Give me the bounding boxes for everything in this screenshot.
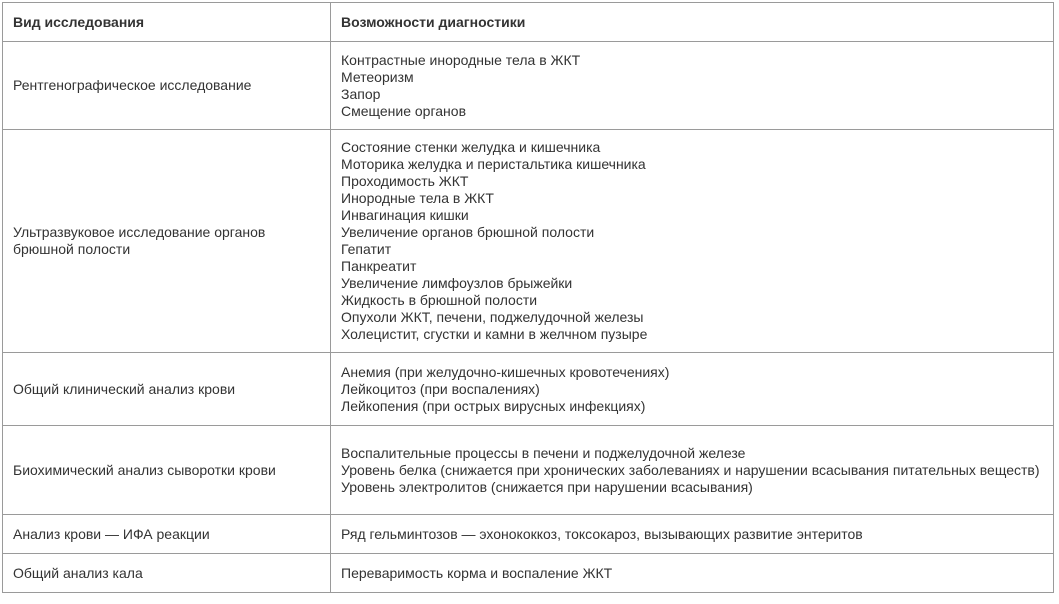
method-cell: Анализ крови — ИФА реакции (3, 515, 331, 554)
finding-line: Увеличение лимфоузлов брыжейки (341, 275, 573, 291)
finding-line: Гепатит (341, 241, 392, 257)
finding-line: Лейкопения (при острых вирусных инфекциях) (341, 397, 646, 414)
finding-line: Метеоризм (341, 68, 414, 85)
table-row (3, 130, 1054, 353)
finding-line: Проходимость ЖКТ (341, 173, 469, 189)
finding-line: Инородные тела в ЖКТ (341, 190, 494, 206)
finding-line: Анемия (при желудочно-кишечных кровотечениях) (341, 363, 670, 380)
method-cell: Биохимический анализ сыворотки крови (3, 426, 331, 515)
table-row (3, 554, 1054, 593)
finding-line: Жидкость в брюшной полости (341, 292, 538, 308)
findings-cell (331, 130, 1054, 353)
finding-line: Смещение органов (341, 102, 467, 119)
findings-cell (331, 426, 1054, 515)
method-cell: Общий анализ кала (3, 554, 331, 593)
finding-line: Лейкоцитоз (при воспалениях) (341, 380, 540, 397)
finding-line: Моторика желудка и перистальтика кишечника (341, 156, 646, 172)
finding-line: Уровень белка (снижается при хронических заболеваниях и нарушении всасывания питательных веществ) (341, 461, 1040, 478)
table-row (3, 515, 1054, 554)
finding-line: Уровень электролитов (снижается при нарушении всасывания) (341, 478, 753, 495)
finding-line: Контрастные инородные тела в ЖКТ (341, 51, 581, 68)
finding-line: Запор (341, 85, 381, 102)
method-cell: Рентгенографическое исследование (3, 42, 331, 130)
table-header-row (3, 3, 1054, 42)
method-cell: Общий клинический анализ крови (3, 353, 331, 426)
diagnostics-table (2, 2, 1054, 593)
finding-line: Ряд гельминтозов — эхонококкоз, токсокароз, вызывающих развитие энтеритов (341, 525, 863, 542)
findings-cell (331, 515, 1054, 554)
column-header-findings: Возможности диагностики (331, 3, 1054, 42)
table-row (3, 353, 1054, 426)
finding-line: Воспалительные процессы в печени и поджелудочной железе (341, 444, 746, 461)
method-cell: Ультразвуковое исследование органов брюшной полости (3, 130, 331, 353)
finding-line: Панкреатит (341, 258, 417, 274)
column-header-method: Вид исследования (3, 3, 331, 42)
table-row (3, 42, 1054, 130)
findings-cell (331, 353, 1054, 426)
finding-line: Состояние стенки желудка и кишечника (341, 139, 601, 155)
findings-cell (331, 42, 1054, 130)
finding-line: Увеличение органов брюшной полости (341, 224, 595, 240)
finding-line: Холецистит, сгустки и камни в желчном пузыре (341, 326, 648, 342)
finding-line: Инвагинация кишки (341, 207, 469, 223)
finding-line: Переваримость корма и воспаление ЖКТ (341, 564, 613, 581)
table-row (3, 426, 1054, 515)
findings-cell (331, 554, 1054, 593)
finding-line: Опухоли ЖКТ, печени, поджелудочной железы (341, 309, 644, 325)
